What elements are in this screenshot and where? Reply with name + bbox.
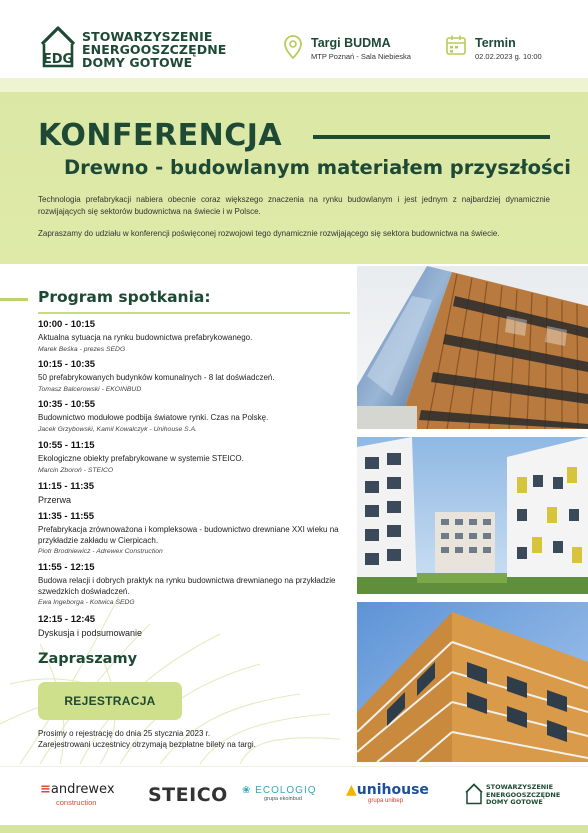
slot-speaker: Ewa Ingeborga - Kotwica SEDG bbox=[38, 599, 135, 606]
program-divider bbox=[38, 312, 350, 314]
partner-steico-logo bbox=[148, 782, 228, 814]
calendar-icon bbox=[445, 34, 467, 56]
ecologiq-sub: grupa ekoinbud bbox=[264, 796, 302, 802]
intro-paragraph-2: Zapraszamy do udziału w konferencji poświęconej rozwojowi tego dynamicznie rozwijającego się sektora budownictwa na świecie. bbox=[38, 229, 500, 238]
slot-time: 10:15 - 10:35 bbox=[38, 359, 96, 370]
organizer-name-line2: ENERGOOSZCZĘDNE bbox=[82, 42, 227, 57]
slot-description: Budownictwo modułowe podbija światowe rynki. Czas na Polskę. bbox=[38, 413, 269, 422]
venue-detail: MTP Poznań - Sala Niebieska bbox=[311, 52, 411, 61]
slot-speaker: Marek Beśka - prezes SEDG bbox=[38, 345, 126, 353]
conference-title: KONFERENCJA bbox=[38, 118, 283, 153]
register-button[interactable]: REJESTRACJA bbox=[38, 682, 182, 720]
slot-time: 10:00 - 10:15 bbox=[38, 319, 96, 330]
program-slot bbox=[38, 481, 348, 506]
slot-speaker: Marcin Zboroń - STEICO bbox=[38, 466, 114, 474]
slot-speaker: Jacek Grzybowski, Kamil Kowalczyk - Unihouse S.A. bbox=[38, 425, 198, 433]
invite-heading: Zapraszamy bbox=[38, 651, 138, 667]
registration-note-line2: Zarejestrowani uczestnicy otrzymają bezpłatne bilety na targi. bbox=[38, 740, 256, 749]
program-accent-line bbox=[0, 298, 28, 301]
logo-mark-text: EDG bbox=[42, 52, 74, 67]
partner-unihouse-logo bbox=[346, 782, 436, 814]
organizer-name-line3: DOMY GOTOWE bbox=[82, 55, 193, 70]
registration-note bbox=[38, 728, 358, 750]
andrewex-sub: construction bbox=[56, 798, 97, 807]
date-info bbox=[445, 34, 565, 64]
slot-description: Prefabrykacja zrównoważona i kompleksowa - budownictwo drewniane XXI wieku na przykładzie zakładu w Cierpicach. bbox=[38, 525, 339, 545]
sedg-line2: ENERGOOSZCZĘDNE bbox=[486, 790, 561, 799]
ecologiq-name: ECOLOGIQ bbox=[255, 785, 317, 796]
slot-time: 12:15 - 12:45 bbox=[38, 614, 96, 625]
slot-description: Budowa relacji i dobrych praktyk na rynku budownictwa drewnianego na przykładzie szwedzkich doświadczeń. bbox=[38, 576, 336, 596]
conference-subtitle: Drewno - budowlanym materiałem przyszłości bbox=[64, 156, 571, 179]
steico-name: STEICO bbox=[148, 784, 228, 806]
intro-paragraph-1: Technologia prefabrykacji nabiera obecnie coraz większego znaczenia na rynku budowlanym i jest jednym z najbardziej dynamicznie rozwijających się sektorów budownictwa na świecie i w Polsce. bbox=[38, 195, 550, 216]
program-slot bbox=[38, 614, 348, 639]
partner-sedg-logo bbox=[464, 782, 564, 814]
venue-title: Targi BUDMA bbox=[311, 36, 391, 50]
sedg-line1: STOWARZYSZENIE bbox=[486, 783, 554, 791]
program-slot bbox=[38, 562, 348, 607]
unihouse-sub: grupa unibep bbox=[368, 798, 404, 804]
house-logo-icon bbox=[38, 24, 78, 70]
slot-speaker: Piotr Brodniewicz - Adrewex Construction bbox=[38, 548, 163, 555]
intro-text bbox=[38, 194, 550, 240]
slot-time: 10:35 - 10:55 bbox=[38, 399, 96, 410]
unihouse-mark-icon: ▲ bbox=[346, 782, 357, 798]
sedg-house-icon bbox=[464, 782, 484, 806]
slot-description: Dyskusja i podsumowanie bbox=[38, 628, 143, 638]
venue-info bbox=[283, 34, 443, 64]
slot-description: Aktualna sytuacja na rynku budownictwa prefabrykowanego. bbox=[38, 333, 253, 342]
program-slot bbox=[38, 399, 348, 434]
hero-top-strip bbox=[0, 78, 588, 92]
program-slot bbox=[38, 359, 348, 394]
sedg-logo bbox=[38, 24, 227, 70]
ecologiq-leaf-icon: ❀ bbox=[242, 785, 252, 796]
organizer-name-line1: STOWARZYSZENIE bbox=[82, 29, 213, 44]
slot-time: 11:35 - 11:55 bbox=[38, 511, 94, 522]
header bbox=[0, 0, 588, 78]
slot-speaker: Tomasz Balcerowski - EKOINBUD bbox=[38, 385, 142, 393]
partner-andrewex-logo bbox=[40, 782, 120, 814]
building-photo-3 bbox=[357, 602, 588, 762]
building-photo-1 bbox=[357, 266, 588, 429]
slot-description: Przerwa bbox=[38, 495, 72, 505]
program-slot bbox=[38, 440, 348, 475]
sedg-line3: DOMY GOTOWE bbox=[486, 798, 543, 806]
slot-time: 10:55 - 11:15 bbox=[38, 440, 95, 451]
date-detail: 02.02.2023 g. 10:00 bbox=[475, 52, 542, 61]
registration-note-line1: Prosimy o rejestrację do dnia 25 stycznia 2023 r. bbox=[38, 729, 211, 738]
organizer-name bbox=[82, 30, 226, 69]
slot-time: 11:55 - 12:15 bbox=[38, 562, 95, 573]
building-photo-2 bbox=[357, 437, 588, 594]
partner-ecologiq-logo bbox=[242, 782, 322, 814]
andrewex-name: andrewex bbox=[50, 782, 115, 797]
footer-accent-bar bbox=[0, 825, 588, 833]
title-rule bbox=[313, 135, 550, 139]
unihouse-name: unihouse bbox=[356, 782, 429, 798]
slot-time: 11:15 - 11:35 bbox=[38, 481, 94, 492]
andrewex-mark-icon: ≡ bbox=[40, 782, 51, 797]
location-pin-icon bbox=[283, 34, 303, 60]
slot-description: Ekologiczne obiekty prefabrykowane w systemie STEICO. bbox=[38, 454, 244, 463]
program-title: Program spotkania: bbox=[38, 288, 211, 306]
slot-description: 50 prefabrykowanych budynków komunalnych - 8 lat doświadczeń. bbox=[38, 373, 275, 382]
program-slot bbox=[38, 511, 348, 556]
program-slot bbox=[38, 319, 348, 354]
date-title: Termin bbox=[475, 36, 516, 50]
